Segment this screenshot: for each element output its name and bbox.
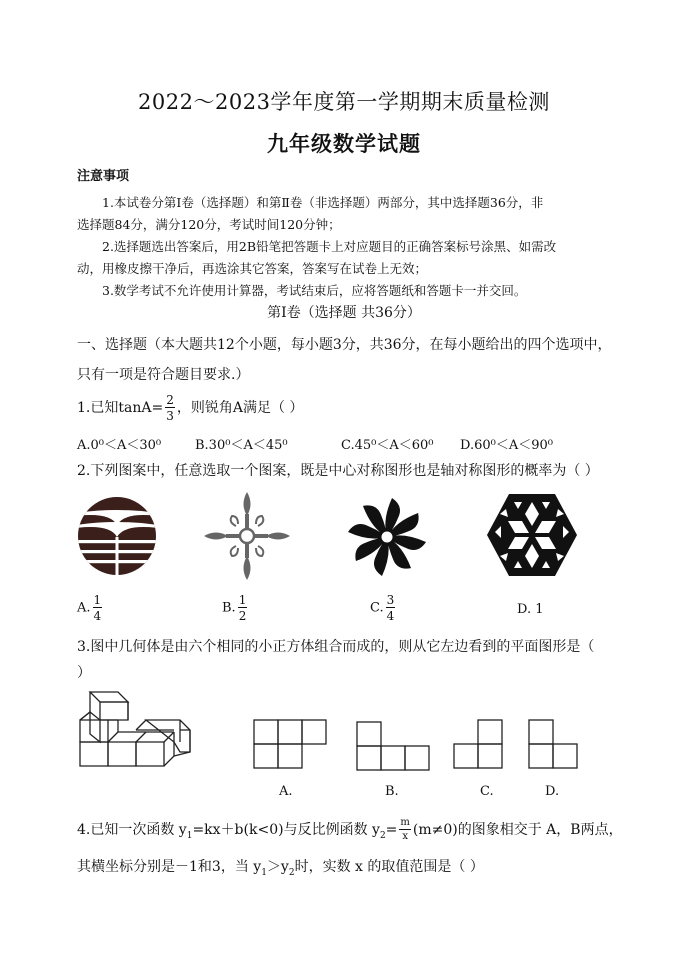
notice-line: 动，用橡皮擦干净后，再选涂其它答案，答案写在试卷上无效； xyxy=(77,261,428,276)
q3-option-b-label: B. xyxy=(385,784,399,799)
q1-fraction xyxy=(165,394,175,422)
q4-line2-sub1: 1 xyxy=(261,867,267,878)
pattern-hexagon-image xyxy=(486,492,578,578)
question-4-stem xyxy=(77,818,623,842)
q3-option-c-label: C. xyxy=(480,784,494,799)
question-3-stem: 3.图中几何体是由六个相同的小正方体组合而成的，则从它左边看到的平面图形是（ xyxy=(77,639,595,655)
q2-a-label: A. xyxy=(77,600,91,616)
q2-a-den: 4 xyxy=(93,609,102,623)
section-title: 第Ⅰ卷（选择题 共36分） xyxy=(267,305,421,321)
question-1-stem xyxy=(77,394,303,422)
q1-option-b: B.30⁰＜A＜45⁰ xyxy=(195,438,288,453)
q3-option-d-figure xyxy=(528,718,580,770)
q4-sub1: 1 xyxy=(186,830,193,841)
q2-d-label: D. xyxy=(517,602,532,617)
section-instruction: 一、选择题（本大题共12个小题，每小题3分，共36分，在每小题给出的四个选项中， xyxy=(77,337,612,353)
q4-frac-den: x xyxy=(402,831,408,842)
pattern-stripes-image xyxy=(76,495,158,577)
q2-option-c xyxy=(370,594,397,622)
q4-sub2: 2 xyxy=(379,830,386,841)
q1-post: ，则锐角A满足（ ） xyxy=(176,400,304,416)
q1-option-d: D.60⁰＜A＜90⁰ xyxy=(460,438,553,453)
q2-c-fraction xyxy=(386,594,396,622)
question-4-stem-line2 xyxy=(77,856,484,878)
q3-option-a-label: A. xyxy=(279,784,293,799)
q4-fraction xyxy=(399,818,410,842)
notice-line: 1.本试卷分第Ⅰ卷（选择题）和第Ⅱ卷（非选择题）两部分，其中选择题36分，非 xyxy=(102,195,544,210)
q3-option-c-figure xyxy=(453,718,505,770)
q4-line2-a: 其横坐标分别是－1和3，当 y xyxy=(77,859,262,875)
exam-title: 2022～2023学年度第一学期期末质量检测 xyxy=(138,90,550,114)
q2-c-label: C. xyxy=(370,600,384,616)
q2-a-fraction xyxy=(93,594,103,622)
question-3-stem-end: ） xyxy=(77,665,91,681)
q4-frac-num: m xyxy=(400,817,410,828)
q1-frac-num: 2 xyxy=(166,393,174,407)
q1-option-c: C.45⁰＜A＜60⁰ xyxy=(341,438,434,453)
q3-option-b-figure xyxy=(356,720,434,772)
q2-option-a xyxy=(77,594,104,622)
q4-line2-b: ＞y xyxy=(266,859,289,875)
q2-d-value: 1 xyxy=(535,602,544,617)
q1-option-a: A.0⁰＜A＜30⁰ xyxy=(77,438,162,453)
q2-b-den: 2 xyxy=(238,609,247,623)
q2-option-d xyxy=(517,602,544,617)
q4-line2-c: 时，实数 x 的取值范围是（ ） xyxy=(294,859,484,875)
question-2-stem: 2.下列图案中，任意选取一个图案，既是中心对称图形也是轴对称图形的概率为（ ） xyxy=(77,463,599,479)
q3-option-d-label: D. xyxy=(545,784,560,799)
q1-pre: 1.已知tanA= xyxy=(77,400,164,416)
cube-solid-figure xyxy=(78,690,193,772)
pattern-pinwheel-image xyxy=(344,492,430,582)
q2-b-fraction xyxy=(238,594,248,622)
q4-part2: =kx＋b(k<0)与反比例函数 y xyxy=(192,822,380,838)
pattern-leaf-image xyxy=(202,490,292,582)
q3-option-a-figure xyxy=(253,718,329,770)
notice-line: 选择题84分，满分120分，考试时间120分钟； xyxy=(77,217,341,232)
q4-part4: (m≠0)的图象相交于 A，B两点， xyxy=(412,822,623,838)
q4-part3: = xyxy=(385,822,398,838)
notice-line: 2.选择题选出答案后，用2B铅笔把答题卡上对应题目的正确答案标号涂黑、如需改 xyxy=(102,239,557,254)
q2-c-den: 4 xyxy=(386,609,395,623)
q2-b-num: 1 xyxy=(238,593,247,607)
section-instruction: 只有一项是符合题目要求.） xyxy=(77,367,250,383)
notice-line: 3.数学考试不允许使用计算器，考试结束后，应将答题纸和答题卡一并交回。 xyxy=(102,283,527,298)
q2-b-label: B. xyxy=(222,600,236,616)
q1-frac-den: 3 xyxy=(166,409,174,423)
q4-line2-sub2: 2 xyxy=(288,867,295,878)
q4-part1: 4.已知一次函数 y xyxy=(77,822,187,838)
notice-heading: 注意事项 xyxy=(77,169,130,184)
q2-a-num: 1 xyxy=(93,593,102,607)
exam-subtitle: 九年级数学试题 xyxy=(267,131,421,156)
q2-c-num: 3 xyxy=(386,593,395,607)
q2-option-b xyxy=(222,594,249,622)
